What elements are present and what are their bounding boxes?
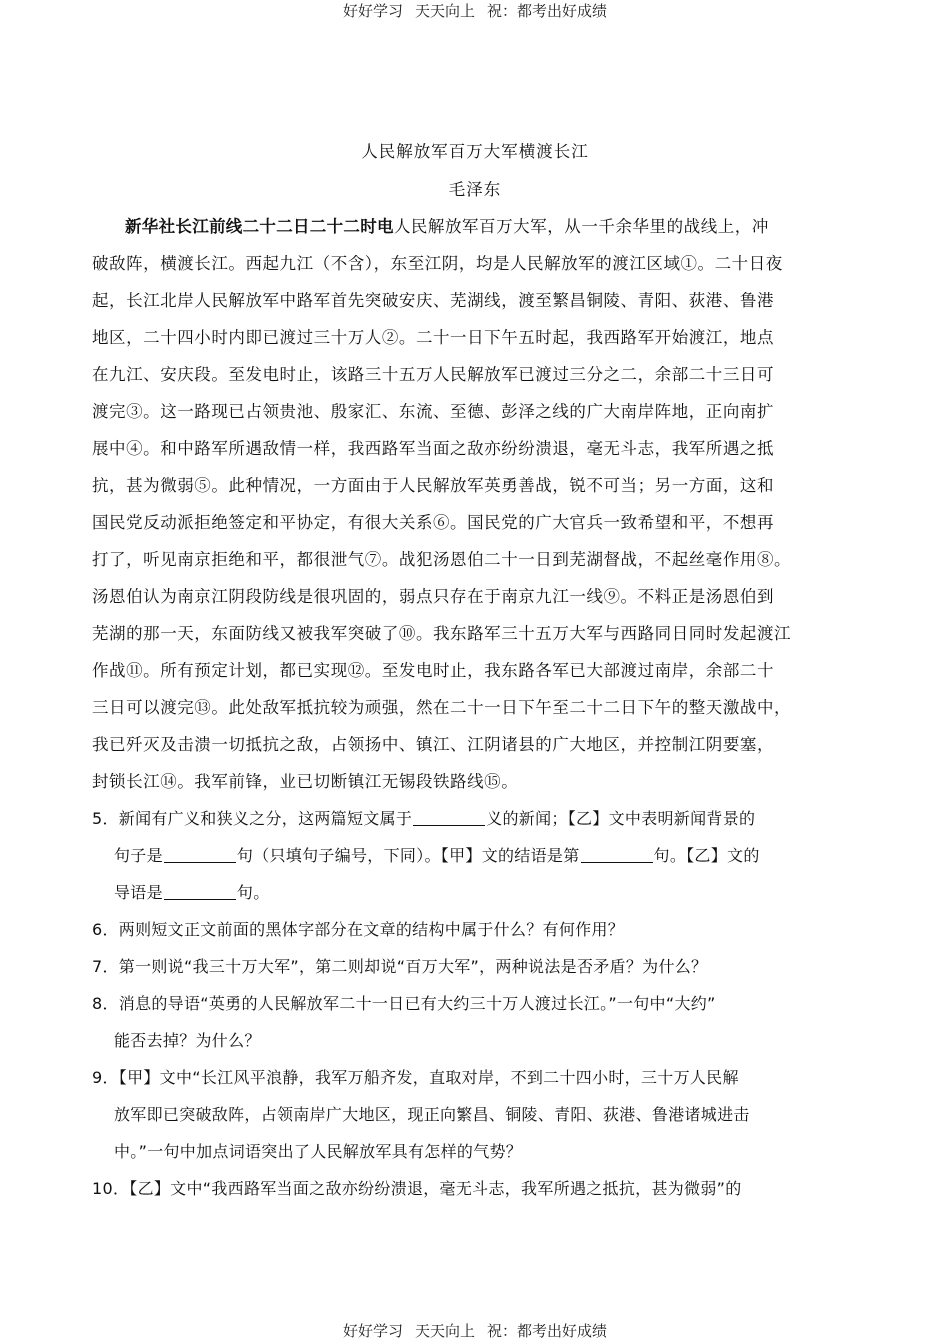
question-text: 导语是 <box>114 883 163 902</box>
article-line: 汤恩伯认为南京江阴段防线是很巩固的，弱点只存在于南京九江一线⑨。不料正是汤恩伯到 <box>92 587 774 606</box>
question-number: 9． <box>92 1068 119 1087</box>
question-text: 消息的导语“英勇的人民解放军二十一日已有大约三十万人渡过长江。”一句中“大约” <box>118 994 716 1013</box>
question-list <box>92 800 862 1207</box>
question-10 <box>92 1170 862 1207</box>
article-body <box>92 208 862 800</box>
header-motto-2: 天天向上 <box>414 2 475 20</box>
question-5 <box>92 800 862 911</box>
question-number: 10． <box>92 1179 130 1198</box>
question-text: 句（只填句子编号，下同）。【甲】文的结语是第 <box>236 846 580 865</box>
article-line: 国民党反动派拒绝签定和平协定，有很大关系⑥。国民党的广大官兵一致希望和平，不想再 <box>92 513 774 532</box>
question-text: 句。 <box>236 883 270 902</box>
question-number: 8． <box>92 994 119 1013</box>
article-line <box>92 208 862 245</box>
question-text: 句子是 <box>114 846 163 865</box>
answer-blank[interactable] <box>164 881 236 900</box>
page-footer <box>0 1320 950 1341</box>
footer-motto-2: 天天向上 <box>414 1322 475 1340</box>
article-line: 在九江、安庆段。至发电时止，该路三十五万人民解放军已渡过三分之二，余部二十三日可 <box>92 365 774 384</box>
article-line: 展中④。和中路军所遇敌情一样，我西路军当面之敌亦纷纷溃退，毫无斗志，我军所遇之抵 <box>92 439 774 458</box>
answer-blank[interactable] <box>164 844 236 863</box>
article-line-text: 人民解放军百万大军，从一千余华里的战线上，冲 <box>393 217 769 236</box>
header-motto-1: 好好学习 <box>342 2 403 20</box>
question-text: 义的新闻；【乙】文中表明新闻背景的 <box>486 809 756 828</box>
question-6 <box>92 911 862 948</box>
article-line: 打了，听见南京拒绝和平，都很泄气⑦。战犯汤恩伯二十一日到芜湖督战，不起丝毫作用⑧。 <box>92 550 792 569</box>
article-author: 毛泽东 <box>448 180 502 199</box>
question-text: 第一则说“我三十万大军”，第二则却说“百万大军”，两种说法是否矛盾？为什么？ <box>118 957 708 976</box>
article-title: 人民解放军百万大军横渡长江 <box>361 142 589 161</box>
question-8 <box>92 985 862 1059</box>
header-motto-3: 祝：都考出好成绩 <box>487 2 608 20</box>
answer-blank[interactable] <box>413 807 485 826</box>
question-9 <box>92 1059 862 1170</box>
article-line: 作战⑪。所有预定计划，都已实现⑫。至发电时止，我东路各军已大部渡过南岸，余部二十 <box>92 661 774 680</box>
article-line: 抗，甚为微弱⑤。此种情况，一方面由于人民解放军英勇善战，锐不可当；另一方面，这和 <box>92 476 774 495</box>
article-line: 三日可以渡完⑬。此处敌军抵抗较为顽强，然在二十一日下午至二十二日下午的整天激战中， <box>92 698 792 717</box>
footer-motto-1: 好好学习 <box>342 1322 403 1340</box>
question-7 <box>92 948 862 985</box>
article-line: 封锁长江⑭。我军前锋，业已切断镇江无锡段铁路线⑮。 <box>92 772 519 791</box>
article-dateline: 新华社长江前线二十二日二十二时电 <box>125 217 394 236</box>
article-line: 渡完③。这一路现已占领贵池、殷家汇、东流、至德、彭泽之线的广大南岸阵地，正向南扩 <box>92 402 774 421</box>
question-text: 两则短文正文前面的黑体字部分在文章的结构中属于什么？有何作用？ <box>118 920 625 939</box>
article-line: 起，长江北岸人民解放军中路军首先突破安庆、芜湖线，渡至繁昌铜陵、青阳、荻港、鲁港 <box>92 291 774 310</box>
question-number: 5． <box>92 809 119 828</box>
question-text: 【甲】文中“长江风平浪静，我军万船齐发，直取对岸，不到二十四小时，三十万人民解 <box>118 1068 739 1087</box>
article-line: 我已歼灭及击溃一切抵抗之敌，占领扬中、镇江、江阴诸县的广大地区，并控制江阴要塞， <box>92 735 774 754</box>
footer-motto-3: 祝：都考出好成绩 <box>487 1322 608 1340</box>
answer-blank[interactable] <box>581 844 653 863</box>
question-text: 放军即已突破敌阵，占领南岸广大地区，现正向繁昌、铜陵、青阳、荻港、鲁港诸城进击 <box>114 1105 750 1124</box>
question-text: 中。”一句中加点词语突出了人民解放军具有怎样的气势？ <box>114 1142 523 1161</box>
article-line: 地区，二十四小时内即已渡过三十万人②。二十一日下午五时起，我西路军开始渡江，地点 <box>92 328 774 347</box>
question-number: 7． <box>92 957 119 976</box>
question-text: 【乙】文中“我西路军当面之敌亦纷纷溃退，毫无斗志，我军所遇之抵抗，甚为微弱”的 <box>129 1179 742 1198</box>
question-text: 能否去掉？为什么？ <box>114 1031 261 1050</box>
question-number: 6． <box>92 920 119 939</box>
question-text: 新闻有广义和狭义之分，这两篇短文属于 <box>118 809 413 828</box>
article-line: 破敌阵，横渡长江。西起九江（不含），东至江阴，均是人民解放军的渡江区域①。二十日夜 <box>92 254 783 273</box>
article-line: 芜湖的那一天，东面防线又被我军突破了⑩。我东路军三十五万大军与西路同日同时发起渡江 <box>92 624 792 643</box>
page-header <box>0 0 950 21</box>
question-text: 句。【乙】文的 <box>653 846 760 865</box>
